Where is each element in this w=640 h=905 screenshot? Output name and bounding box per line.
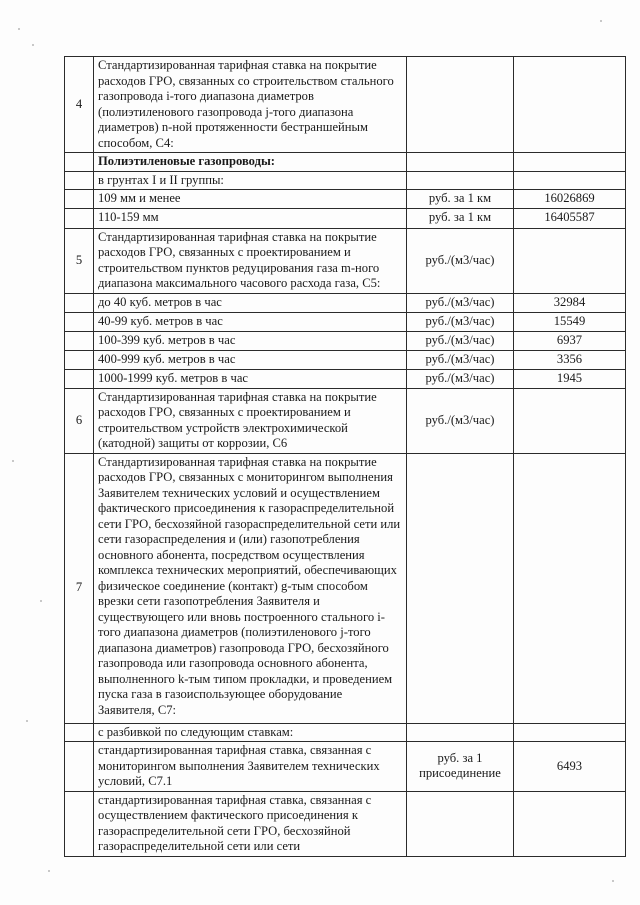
row-number: 6 xyxy=(65,388,94,453)
row-number xyxy=(65,293,94,312)
row-description: Стандартизированная тарифная ставка на покрытие расходов ГРО, связанных со строительством стального газопровода i-того диапазона диаметров (полиэтиленового газопровода j-того диапазона диаметров) n-ной протяженности бестраншейным способом, С4: xyxy=(94,57,407,153)
row-unit: руб./(м3/час) xyxy=(407,228,514,293)
row-value xyxy=(514,723,626,742)
row-unit xyxy=(407,791,514,856)
row-unit xyxy=(407,171,514,190)
table-row xyxy=(65,453,626,723)
row-unit xyxy=(407,723,514,742)
row-unit: руб./(м3/час) xyxy=(407,293,514,312)
row-number xyxy=(65,153,94,172)
row-unit: руб./(м3/час) xyxy=(407,331,514,350)
row-unit: руб./(м3/час) xyxy=(407,350,514,369)
row-value xyxy=(514,453,626,723)
row-value xyxy=(514,153,626,172)
row-value xyxy=(514,171,626,190)
table-row xyxy=(65,312,626,331)
scan-speck xyxy=(612,880,614,882)
row-unit: руб. за 1 км xyxy=(407,190,514,209)
row-number xyxy=(65,723,94,742)
row-description: стандартизированная тарифная ставка, связанная с осуществлением фактического присоединения к газораспределительной сети ГРО, бесхозяйной газораспределительной сети или сети xyxy=(94,791,407,856)
table-row xyxy=(65,208,626,228)
row-unit: руб./(м3/час) xyxy=(407,388,514,453)
section-heading: Полиэтиленовые газопроводы: xyxy=(94,153,407,172)
scan-speck xyxy=(26,720,28,722)
row-description: 1000-1999 куб. метров в час xyxy=(94,369,407,388)
row-description: Стандартизированная тарифная ставка на покрытие расходов ГРО, связанных с проектированием и строительством пунктов редуцирования газа m-ного диапазона максимального часового расхода газа, С5: xyxy=(94,228,407,293)
row-description: Стандартизированная тарифная ставка на покрытие расходов ГРО, связанных с проектированием и строительством устройств электрохимической (катодной) защиты от коррозии, С6 xyxy=(94,388,407,453)
scan-speck xyxy=(32,44,34,46)
row-value: 6493 xyxy=(514,742,626,792)
table-row xyxy=(65,57,626,153)
scan-speck xyxy=(48,870,50,872)
tariff-table xyxy=(64,56,626,857)
row-value: 16405587 xyxy=(514,208,626,228)
row-unit: руб. за 1 присоединение xyxy=(407,742,514,792)
row-value: 6937 xyxy=(514,331,626,350)
row-number xyxy=(65,369,94,388)
row-number xyxy=(65,208,94,228)
row-value xyxy=(514,791,626,856)
row-description: до 40 куб. метров в час xyxy=(94,293,407,312)
table-row xyxy=(65,388,626,453)
row-unit xyxy=(407,153,514,172)
row-value: 3356 xyxy=(514,350,626,369)
row-unit: руб./(м3/час) xyxy=(407,369,514,388)
row-unit xyxy=(407,453,514,723)
row-number xyxy=(65,312,94,331)
row-description: стандартизированная тарифная ставка, связанная с мониторингом выполнения Заявителем технических условий, С7.1 xyxy=(94,742,407,792)
scan-speck xyxy=(12,460,14,462)
row-description: 40-99 куб. метров в час xyxy=(94,312,407,331)
row-number xyxy=(65,791,94,856)
row-unit: руб. за 1 км xyxy=(407,208,514,228)
row-description: 110-159 мм xyxy=(94,208,407,228)
row-value xyxy=(514,57,626,153)
row-unit: руб./(м3/час) xyxy=(407,312,514,331)
table-row xyxy=(65,350,626,369)
row-value: 32984 xyxy=(514,293,626,312)
row-number: 7 xyxy=(65,453,94,723)
table-row xyxy=(65,742,626,792)
row-value: 16026869 xyxy=(514,190,626,209)
table-row xyxy=(65,369,626,388)
row-number xyxy=(65,350,94,369)
table-row xyxy=(65,293,626,312)
row-value: 1945 xyxy=(514,369,626,388)
row-number: 4 xyxy=(65,57,94,153)
row-value xyxy=(514,388,626,453)
table-row xyxy=(65,190,626,209)
table-row xyxy=(65,228,626,293)
scan-speck xyxy=(18,28,20,30)
row-unit xyxy=(407,57,514,153)
row-value xyxy=(514,228,626,293)
row-description: 400-999 куб. метров в час xyxy=(94,350,407,369)
row-description: 100-399 куб. метров в час xyxy=(94,331,407,350)
table-row xyxy=(65,171,626,190)
scan-speck xyxy=(40,600,42,602)
table-row xyxy=(65,153,626,172)
scan-speck xyxy=(600,20,602,22)
row-description: с разбивкой по следующим ставкам: xyxy=(94,723,407,742)
row-number xyxy=(65,190,94,209)
row-number xyxy=(65,742,94,792)
row-number xyxy=(65,331,94,350)
row-value: 15549 xyxy=(514,312,626,331)
table-row xyxy=(65,723,626,742)
row-description: Стандартизированная тарифная ставка на покрытие расходов ГРО, связанных с мониторингом выполнения Заявителем технических условий и осуществлением фактического присоединения к газораспределительной сети ГРО, бесхозяйной газораспределительной сети или сети газораспределения и (или) газопотребления основного абонента, посредством осуществления комплекса технических мероприятий, обеспечивающих физическое соединение (контакт) g-тым способом врезки сети газопотребления Заявителя и существующего или вновь построенного стального i-того диапазона диаметров (полиэтиленового j-того диапазона диаметров) газопровода ГРО, бесхозяйного газопровода или газопровода основного абонента, выполненного k-тым типом прокладки, и проведением пуска газа в газоиспользующее оборудование Заявителя, С7: xyxy=(94,453,407,723)
table-row xyxy=(65,331,626,350)
row-description: в грунтах I и II группы: xyxy=(94,171,407,190)
table-row xyxy=(65,791,626,856)
row-number xyxy=(65,171,94,190)
row-number: 5 xyxy=(65,228,94,293)
row-description: 109 мм и менее xyxy=(94,190,407,209)
